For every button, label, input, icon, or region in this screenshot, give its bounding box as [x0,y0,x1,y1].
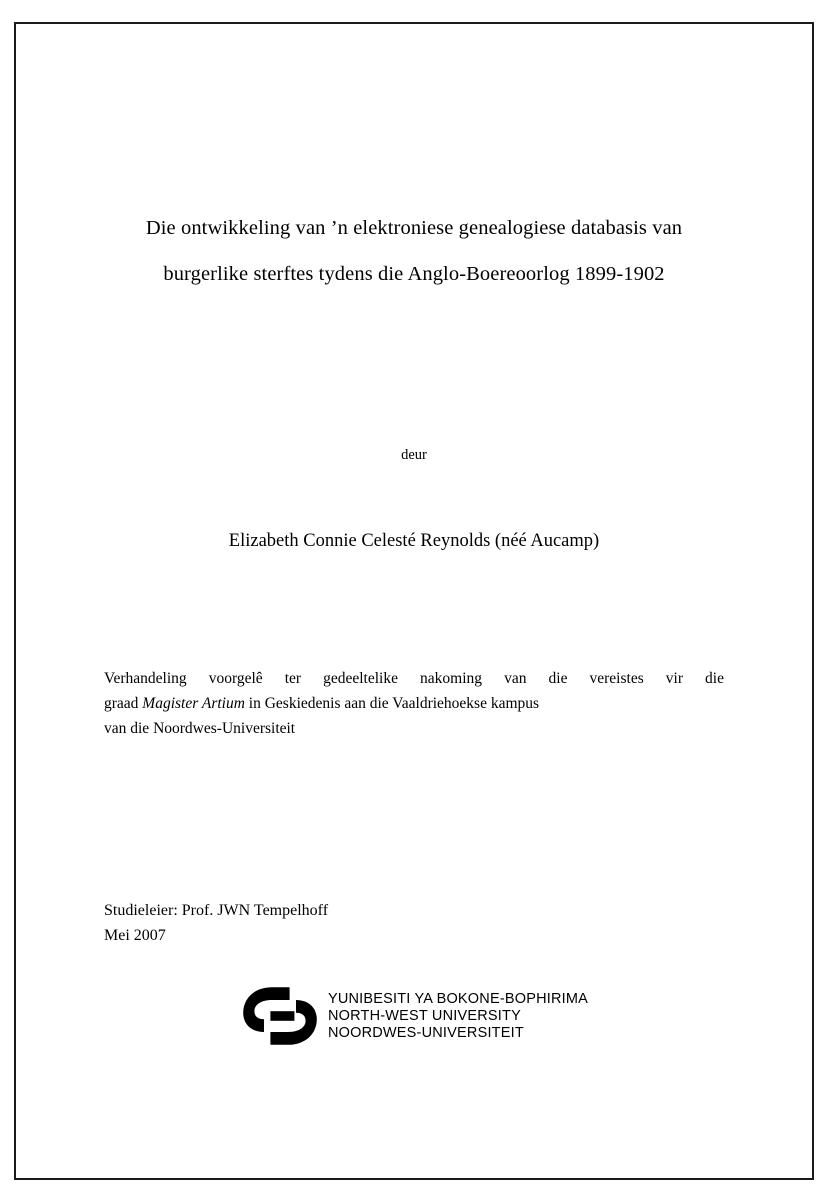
author-name: Elizabeth Connie Celesté Reynolds (néé Aucamp) [228,531,600,551]
university-logo [88,984,740,1048]
nwu-logo-icon [240,984,320,1048]
logo-text-line-1: YUNIBESITI YA BOKONE-BOPHIRIMA [327,990,589,1007]
supervisor-name: Studieleier: Prof. JWN Tempelhoff [104,902,329,919]
title-line-1: Die ontwikkeling van ’n elektroniese genealogiese databasis van [145,217,683,239]
degree-statement-line-2 [104,691,724,716]
supervisor-block [104,898,724,948]
degree-statement-line-2-pre: graad [104,695,143,712]
title-line-2: burgerlike sterftes tydens die Anglo-Boereoorlog 1899-1902 [163,263,665,285]
degree-statement [104,666,724,741]
university-logo-text [328,991,588,1042]
degree-statement-line-3: van die Noordwes-Universiteit [104,720,296,737]
by-word: deur [401,447,427,463]
logo-text-line-3: NOORDWES-UNIVERSITEIT [327,1024,524,1041]
degree-name-italic: Magister Artium [142,695,245,712]
submission-date: Mei 2007 [104,927,166,944]
title-page-content [88,22,740,1180]
logo-text-line-2: NORTH-WEST UNIVERSITY [327,1007,521,1024]
page-title [88,205,740,297]
degree-statement-line-2-post: in Geskiedenis aan die Vaaldriehoekse kampus [244,695,540,712]
degree-statement-line-1: Verhandeling voorgelê ter gedeeltelike nakoming van die vereistes vir die [104,670,724,687]
